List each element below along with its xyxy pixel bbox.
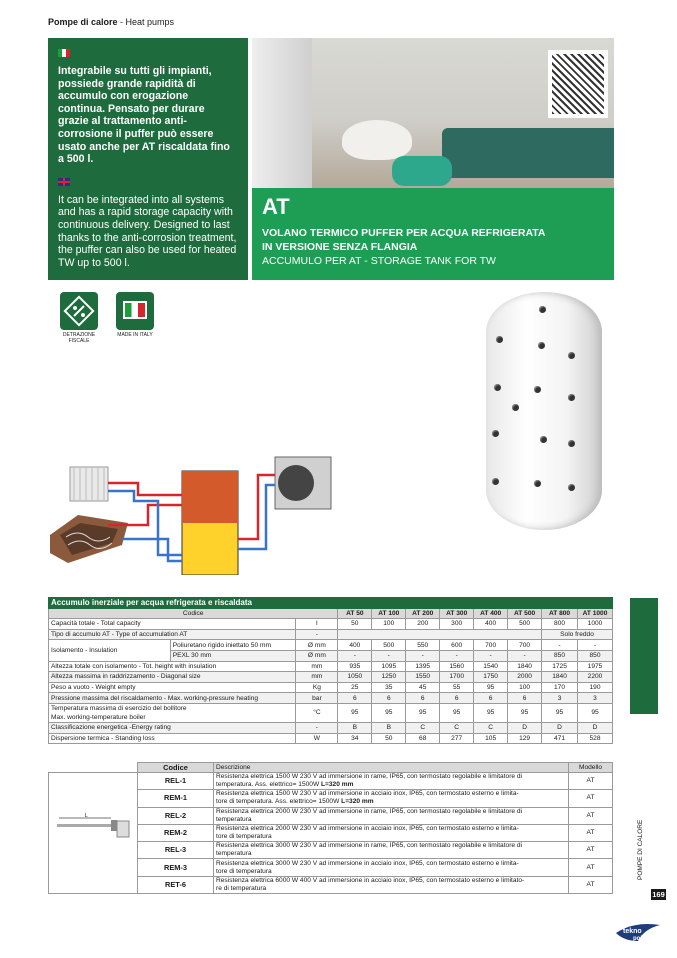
- row-sublabel: PEXL 30 mm: [170, 650, 296, 661]
- section-side-tab[interactable]: [612, 598, 658, 714]
- cell: 105: [474, 733, 508, 744]
- row-sublabel: Poliuretano rigido iniettato 50 mm: [170, 640, 296, 651]
- logo-line2: point: [633, 936, 648, 942]
- row-unit: Kg: [296, 682, 338, 693]
- desc-line: Resistenza elettrica 6000 W 400 V ad immersione in acciaio inox, IP65, con termostato esterno e limitato-: [216, 876, 525, 884]
- row-weight: [49, 682, 613, 693]
- row-label-en: Max. working-temperature boiler: [51, 713, 146, 721]
- accessory-code: REL-1: [138, 773, 214, 790]
- cell: 1750: [474, 672, 508, 683]
- desc-line: [216, 798, 566, 806]
- accessory-desc: [214, 876, 569, 893]
- side-tab-pdc: PDC: [612, 691, 621, 708]
- row-unit: mm: [296, 672, 338, 683]
- cell: D: [542, 722, 578, 733]
- row-unit: Ø mm: [296, 650, 338, 661]
- accessory-code: REM-3: [138, 859, 214, 876]
- row-unit: °C: [296, 703, 338, 722]
- row-label: Altezza totale con isolamento - Tot. height with insulation: [49, 661, 296, 672]
- cell: 200: [406, 619, 440, 630]
- desc-line: tore di temperatura: [216, 833, 272, 841]
- model-header: AT 500: [508, 608, 542, 619]
- cell: 1550: [406, 672, 440, 683]
- tank-fitting: [568, 394, 575, 401]
- made-in-italy-badge: [116, 292, 154, 330]
- cell: -: [406, 650, 440, 661]
- tank-fitting: [538, 342, 545, 349]
- cell: 3: [542, 693, 578, 704]
- tank-fitting: [534, 386, 541, 393]
- accessory-desc: [214, 790, 569, 807]
- desc-line: Resistenza elettrica 1500 W 230 V ad immersione in rame, IP65, con termostato regolabile e limitatore di: [216, 773, 523, 781]
- row-energy: [49, 722, 613, 733]
- side-section-label: POMPE DI CALORE: [637, 819, 644, 880]
- intro-box: [48, 38, 248, 280]
- tank-fitting: [492, 478, 499, 485]
- tank-fitting: [534, 480, 541, 487]
- intro-english: It can be integrated into all systems and has a rapid storage capacity with continuous delivery. Designed to last thanks to the anti-corrosion treatment, the puffer can also be used for heated TW up to 500 l.: [58, 193, 237, 269]
- cell: 935: [338, 661, 372, 672]
- cell: 1560: [440, 661, 474, 672]
- accessory-desc: [214, 859, 569, 876]
- accessories-header-model: Modello: [569, 763, 613, 773]
- italy-flag-icon: [123, 301, 147, 319]
- cell: 700: [474, 640, 508, 651]
- accessory-model: AT: [569, 876, 613, 893]
- cell: 1395: [406, 661, 440, 672]
- cell: 6: [508, 693, 542, 704]
- row-temperature: [49, 703, 613, 722]
- accessory-desc: [214, 807, 569, 824]
- cell: 1050: [338, 672, 372, 683]
- electric-heater-icon: [51, 812, 135, 852]
- cell: 50: [338, 619, 372, 630]
- cell: 34: [338, 733, 372, 744]
- cell: -: [474, 650, 508, 661]
- desc-line: [216, 781, 566, 789]
- product-code: AT: [262, 194, 290, 219]
- product-title-line1b: IN VERSIONE SENZA FLANGIA: [262, 241, 418, 253]
- accessory-code: REL-3: [138, 842, 214, 859]
- model-header: AT 300: [440, 608, 474, 619]
- cell: 95: [578, 703, 613, 722]
- cell: B: [372, 722, 406, 733]
- pouf-shape: [392, 156, 452, 186]
- cell: 3: [578, 693, 613, 704]
- desc-text: temperatura. Ass. elettrico= 1500W: [216, 781, 322, 789]
- accessory-model: AT: [569, 807, 613, 824]
- logo-line1: tekno: [623, 928, 642, 935]
- accessories-header-code: Codice: [138, 763, 214, 773]
- cell: 1000: [578, 619, 613, 630]
- cell: 850: [578, 650, 613, 661]
- model-header: AT 1000: [578, 608, 613, 619]
- uk-flag-icon: [58, 178, 70, 186]
- cell: 500: [508, 619, 542, 630]
- cell: 550: [406, 640, 440, 651]
- side-tab-text: [612, 608, 632, 708]
- accessory-code: REM-2: [138, 824, 214, 841]
- cell: 1975: [578, 661, 613, 672]
- cell: 190: [578, 682, 613, 693]
- desc-line: Resistenza elettrica 3000 W 230 V ad immersione in rame, IP65, con termostato regolabile e limitatore di: [216, 842, 523, 850]
- desc-line: re di temperatura: [216, 884, 267, 892]
- model-header: AT 200: [406, 608, 440, 619]
- spec-table-title: Accumulo inerziale per acqua refrigerata e riscaldata: [49, 598, 613, 609]
- accessory-model: AT: [569, 842, 613, 859]
- cell: 95: [474, 703, 508, 722]
- cell: Solo freddo: [542, 629, 613, 640]
- spec-table-header: [49, 608, 613, 619]
- interior-photo: [252, 38, 614, 188]
- made-in-italy-label: MADE IN ITALY: [117, 332, 153, 338]
- row-capacity: [49, 619, 613, 630]
- row-label: Peso a vuoto - Weight empty: [49, 682, 296, 693]
- window-shape: [252, 38, 312, 188]
- cell: 6: [338, 693, 372, 704]
- row-unit: Ø mm: [296, 640, 338, 651]
- row-standing-loss: [49, 733, 613, 744]
- row-label: Altezza massima in raddrizzamento - Diagonal size: [49, 672, 296, 683]
- tank-fitting: [496, 336, 503, 343]
- desc-length: L=320 mm: [321, 781, 354, 789]
- product-title-line2: ACCUMULO PER AT - STORAGE TANK FOR TW: [262, 255, 496, 267]
- cell: 1700: [440, 672, 474, 683]
- cell: D: [578, 722, 613, 733]
- cell: 528: [578, 733, 613, 744]
- desc-line: Resistenza elettrica 3000 W 230 V ad immersione in acciaio inox, IP65, con termostato esterno e limita-: [216, 859, 519, 867]
- cell: -: [440, 650, 474, 661]
- page-number: 169: [652, 890, 665, 899]
- desc-line: tore di temperatura: [216, 867, 272, 875]
- teknopoint-logo: [614, 919, 662, 945]
- tank-fitting: [494, 384, 501, 391]
- accessory-desc: [214, 824, 569, 841]
- product-title-line1: VOLANO TERMICO PUFFER PER ACQUA REFRIGERATA: [262, 227, 546, 239]
- tax-deduction-icon: [60, 292, 98, 330]
- tax-deduction-badge: [60, 292, 98, 330]
- row-height: [49, 661, 613, 672]
- row-label: Classificazione energetica -Energy rating: [49, 722, 296, 733]
- model-header: AT 400: [474, 608, 508, 619]
- header-code: Codice: [49, 608, 338, 619]
- cell: 800: [542, 619, 578, 630]
- accessory-code: REL-2: [138, 807, 214, 824]
- intro-italian: Integrabile su tutti gli impianti, possiede grande rapidità di accumulo con erogazione continua. Pensato per durare grazie al trattamento anti-corrosione il puffer può essere usato anche per AT riscaldata fino a 500 l.: [58, 65, 230, 166]
- row-label: Isolamento - Insulation: [49, 640, 171, 661]
- cell: 1840: [508, 661, 542, 672]
- cell: 277: [440, 733, 474, 744]
- accessory-code: REM-1: [138, 790, 214, 807]
- row-unit: mm: [296, 661, 338, 672]
- cell: 100: [508, 682, 542, 693]
- row-unit: -: [296, 722, 338, 733]
- cell: -: [508, 650, 542, 661]
- cell: 55: [440, 682, 474, 693]
- tank-fitting: [492, 430, 499, 437]
- cell: 2200: [578, 672, 613, 683]
- cell: 700: [508, 640, 542, 651]
- cell: 6: [474, 693, 508, 704]
- sofa-shape: [442, 128, 614, 178]
- cell: 1540: [474, 661, 508, 672]
- accessory-model: AT: [569, 824, 613, 841]
- cell: -: [338, 650, 372, 661]
- cell: 95: [338, 703, 372, 722]
- desc-line: temperatura: [216, 850, 252, 858]
- model-header: AT 100: [372, 608, 406, 619]
- cell: 129: [508, 733, 542, 744]
- model-header: AT 800: [542, 608, 578, 619]
- accessory-row: [49, 773, 613, 790]
- cell: C: [474, 722, 508, 733]
- cell: 95: [406, 703, 440, 722]
- cell: 2000: [508, 672, 542, 683]
- row-label: [49, 703, 296, 722]
- cell: -: [542, 640, 578, 651]
- row-label-it: Temperatura massima di esercizio del bollitore: [51, 704, 187, 712]
- tank-fitting: [512, 404, 519, 411]
- wall-art: [548, 50, 608, 118]
- cell: B: [338, 722, 372, 733]
- cell: 95: [508, 703, 542, 722]
- row-diagonal: [49, 672, 613, 683]
- accessory-model: AT: [569, 790, 613, 807]
- heater-image-cell: [49, 773, 138, 894]
- header-sub: Heat pumps: [125, 17, 175, 27]
- cell: 300: [440, 619, 474, 630]
- cell: C: [440, 722, 474, 733]
- tank-fitting: [568, 352, 575, 359]
- row-unit: l: [296, 619, 338, 630]
- cell: 400: [474, 619, 508, 630]
- desc-length: L=320 mm: [341, 798, 374, 806]
- cell: 1840: [542, 672, 578, 683]
- cell: 6: [440, 693, 474, 704]
- cell: 6: [372, 693, 406, 704]
- cell: -: [372, 650, 406, 661]
- system-scheme-diagram: [48, 445, 338, 575]
- page-header: Pompe di calore - Heat pumps: [48, 17, 175, 27]
- spec-table-title-row: [49, 598, 613, 609]
- cell: 95: [474, 682, 508, 693]
- desc-line: temperatura: [216, 815, 252, 823]
- cell: 25: [338, 682, 372, 693]
- cell: 600: [440, 640, 474, 651]
- row-type: [49, 629, 613, 640]
- row-label: Tipo di accumulo AT - Type of accumulation AT: [49, 629, 296, 640]
- row-unit: W: [296, 733, 338, 744]
- row-insulation-pu: [49, 640, 613, 651]
- cell: 95: [440, 703, 474, 722]
- cell: 1095: [372, 661, 406, 672]
- cell: 68: [406, 733, 440, 744]
- armchair-shape: [342, 120, 412, 160]
- cell: 500: [372, 640, 406, 651]
- cell: 100: [372, 619, 406, 630]
- desc-text: tore di temperatura. Ass. elettrico= 1500W: [216, 798, 342, 806]
- cell: 1725: [542, 661, 578, 672]
- cell: 1250: [372, 672, 406, 683]
- accessory-code: RET-6: [138, 876, 214, 893]
- row-pressure: [49, 693, 613, 704]
- product-title-box: [252, 188, 614, 280]
- row-label: Dispersione termica - Standing loss: [49, 733, 296, 744]
- italian-flag-icon: [58, 49, 70, 57]
- model-header: AT 50: [338, 608, 372, 619]
- accessory-model: AT: [569, 773, 613, 790]
- desc-line: Resistenza elettrica 1500 W 230 V ad immersione in acciaio inox, IP65, con termostato esterno e limita-: [216, 790, 519, 798]
- tank-fitting: [568, 440, 575, 447]
- tax-deduction-label: DETRAZIONE FISCALE: [62, 332, 96, 344]
- tank-fitting: [540, 436, 547, 443]
- accessories-header: [49, 763, 613, 773]
- cell: [338, 629, 542, 640]
- storage-tank-image: [486, 292, 602, 530]
- spec-table: [48, 597, 613, 744]
- header-section: Pompe di calore: [48, 17, 118, 27]
- cell: 850: [542, 650, 578, 661]
- row-unit: -: [296, 629, 338, 640]
- desc-line: Resistenza elettrica 2000 W 230 V ad immersione in rame, IP65, con termostato regolabile e limitatore di: [216, 807, 523, 815]
- cell: -: [578, 640, 613, 651]
- tank-fitting: [539, 306, 546, 313]
- heater-dimension-label: L: [85, 812, 88, 819]
- cell: 6: [406, 693, 440, 704]
- cell: 400: [338, 640, 372, 651]
- cell: 471: [542, 733, 578, 744]
- cell: 95: [372, 703, 406, 722]
- row-label: Capacità totale - Total capacity: [49, 619, 296, 630]
- accessory-model: AT: [569, 859, 613, 876]
- row-label: Pressione massima del riscaldamento - Max. working-pressure heating: [49, 693, 296, 704]
- cell: C: [406, 722, 440, 733]
- desc-line: Resistenza elettrica 2000 W 230 V ad immersione in acciaio inox, IP65, con termostato esterno e limita-: [216, 825, 519, 833]
- accessory-desc: [214, 842, 569, 859]
- row-unit: bar: [296, 693, 338, 704]
- cell: 50: [372, 733, 406, 744]
- side-tab-hp: HP: [622, 696, 631, 708]
- cell: 95: [542, 703, 578, 722]
- cell: 35: [372, 682, 406, 693]
- tank-fitting: [568, 484, 575, 491]
- cell: 45: [406, 682, 440, 693]
- accessories-header-desc: Descrizione: [214, 763, 569, 773]
- accessories-table: [48, 762, 613, 894]
- cell: 170: [542, 682, 578, 693]
- cell: [49, 763, 138, 773]
- accessory-desc: [214, 773, 569, 790]
- cell: D: [508, 722, 542, 733]
